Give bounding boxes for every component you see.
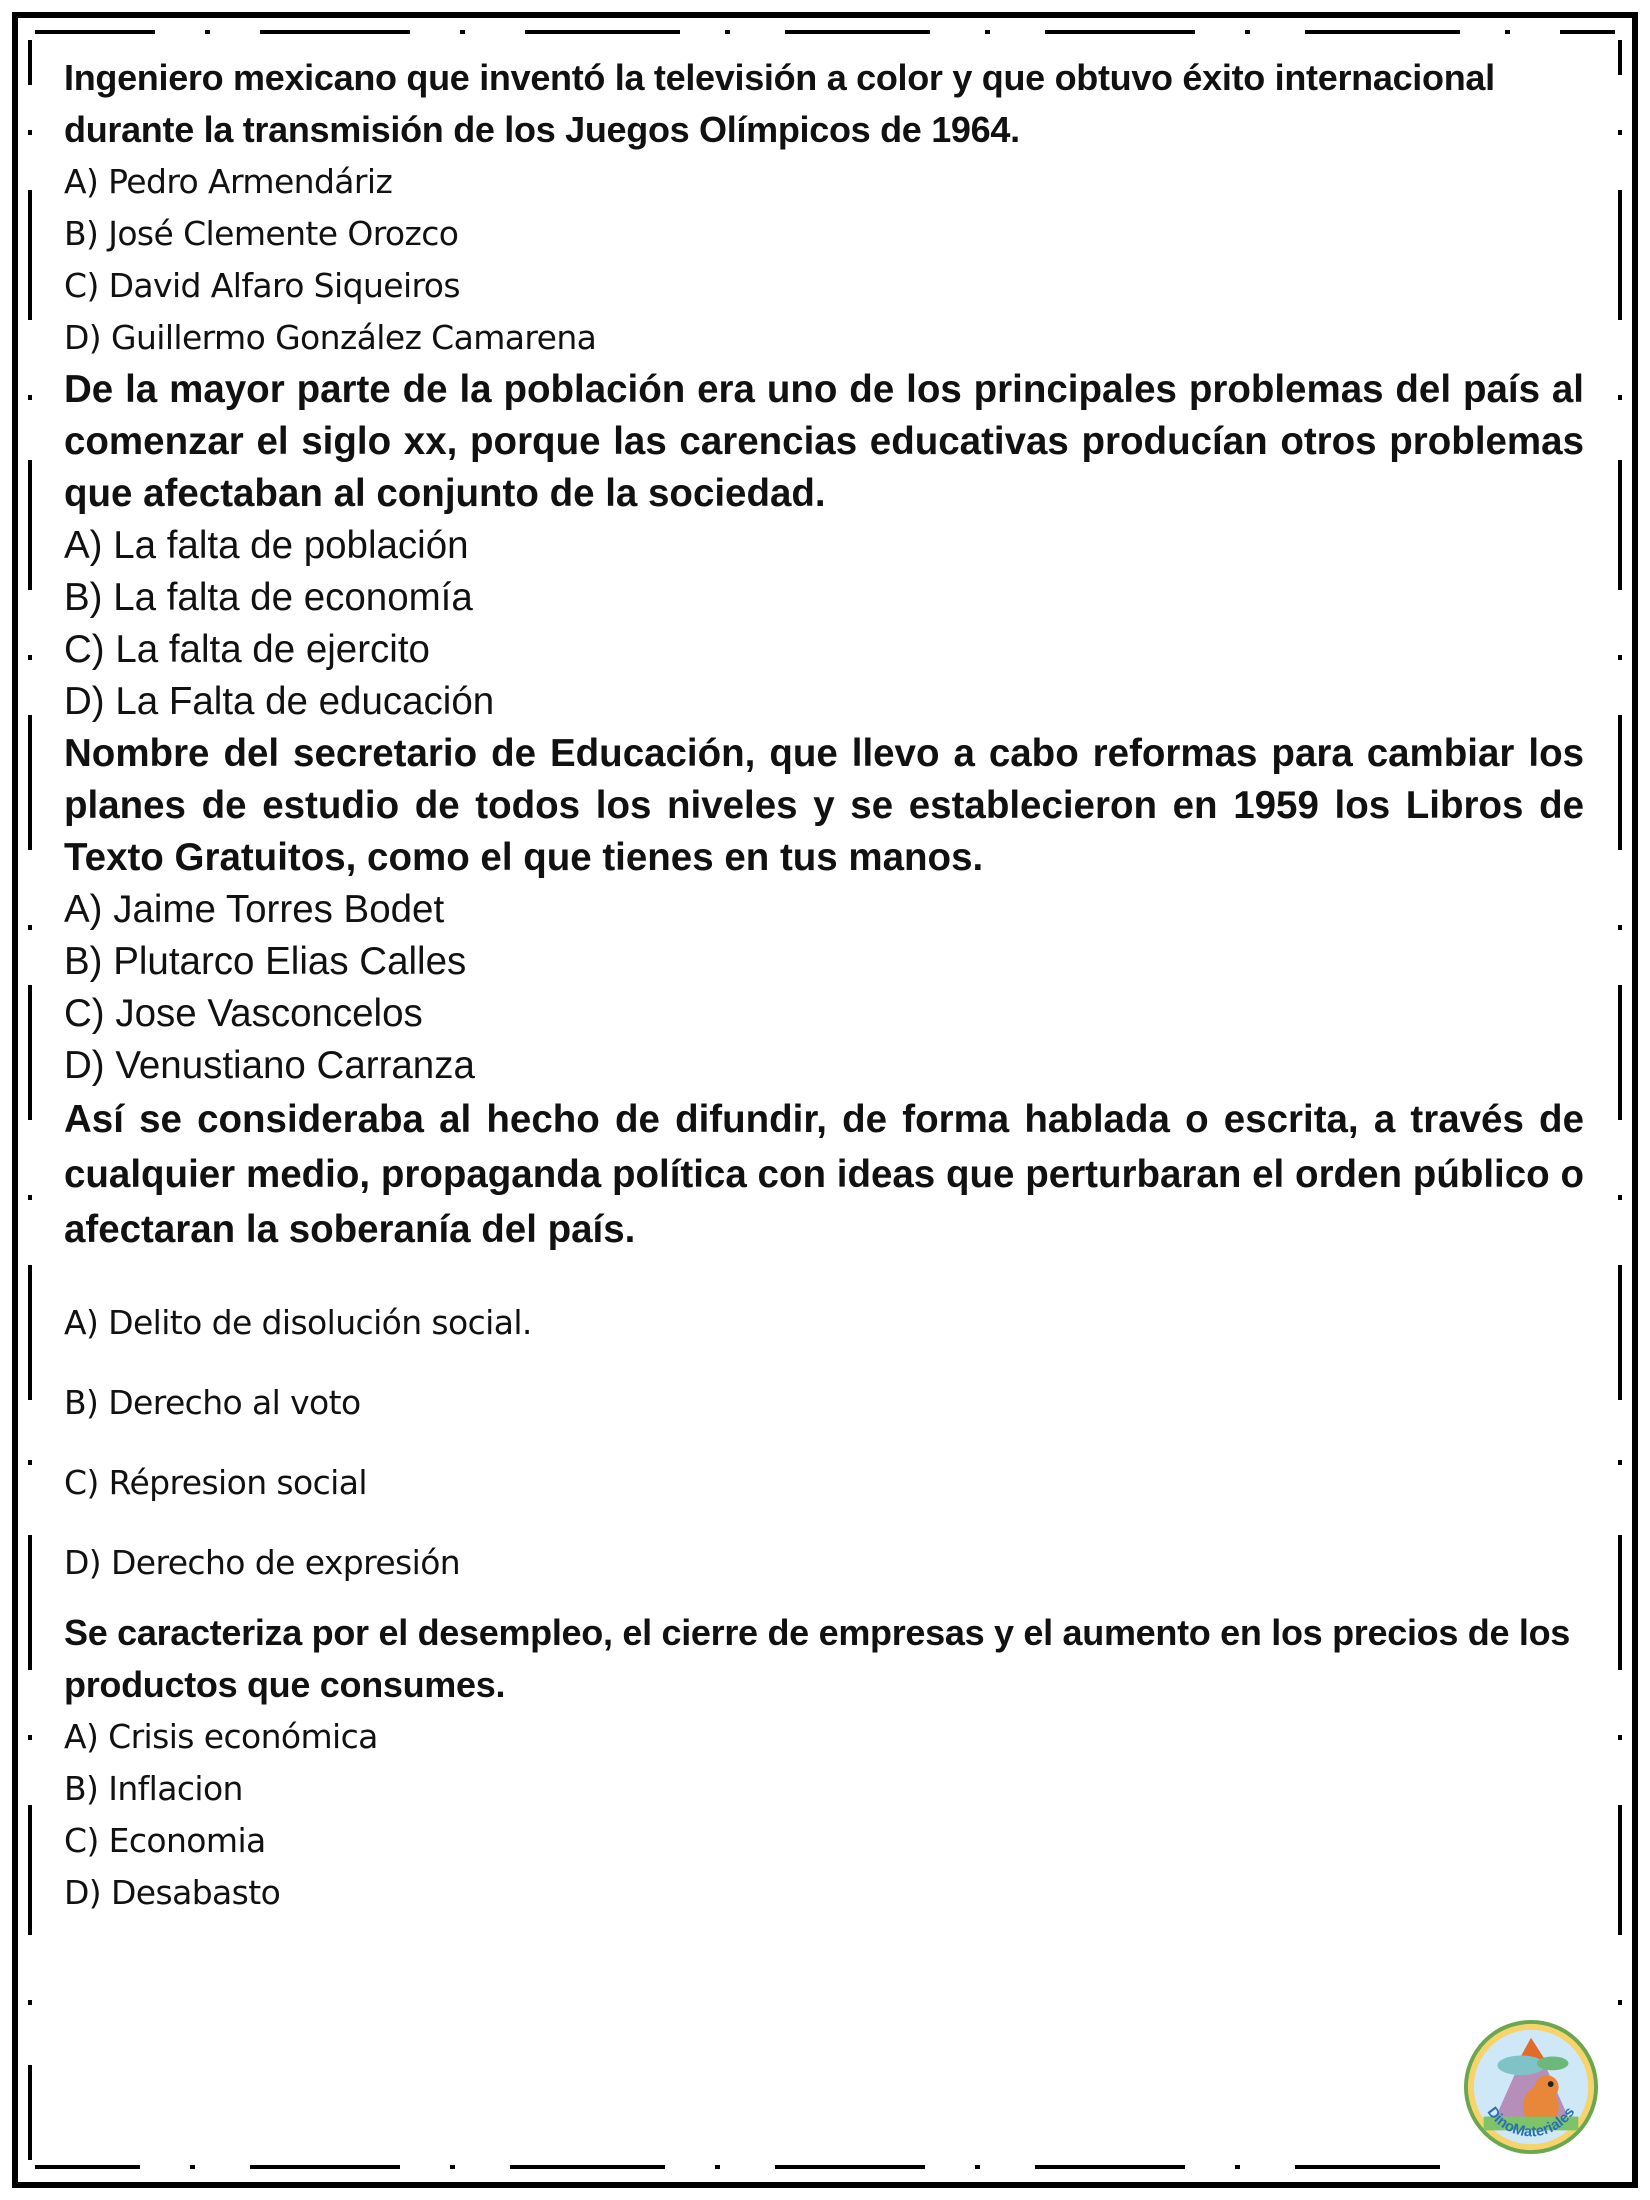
question-1-option-c: C) David Alfaro Siqueiros <box>64 266 460 305</box>
dinosaur-volcano-icon <box>1462 2018 1600 2156</box>
question-2-option-c: C) La falta de ejercito <box>64 628 430 671</box>
question-4-option-d: D) Derecho de expresión <box>64 1543 461 1582</box>
question-3-option-b: B) Plutarco Elias Calles <box>64 940 467 983</box>
logo-text: DinoMateriales <box>1483 2104 1579 2141</box>
question-4-option-c: C) Répresion social <box>64 1463 367 1502</box>
question-2-option-d: D) La Falta de educación <box>64 680 495 723</box>
question-4-options <box>64 1283 1584 1603</box>
question-3-option-d: D) Venustiano Carranza <box>64 1044 475 1087</box>
question-3-text: Nombre del secretario de Educación, que llevo a cabo reformas para cambiar los planes de estudio de todos los niveles y se establecieron en 1959 los Libros de Texto Gratuitos, como el que tienes en tus manos. <box>64 732 1584 879</box>
question-2-text: De la mayor parte de la población era uno de los principales problemas del país al comenzar el siglo xx, porque las carencias educativas producían otros problemas que afectaban al conjunto de la sociedad. <box>64 368 1584 515</box>
question-4-option-b: B) Derecho al voto <box>64 1383 361 1422</box>
question-2 <box>64 364 1584 728</box>
question-4-option-a: A) Delito de disolución social. <box>64 1303 532 1342</box>
question-5-text: Se caracteriza por el desempleo, el cierre de empresas y el aumento en los precios de los productos que consumes. <box>64 1612 1570 1705</box>
question-5-option-d: D) Desabasto <box>64 1873 281 1912</box>
question-1-option-b: B) José Clemente Orozco <box>64 214 459 253</box>
question-3 <box>64 728 1584 1092</box>
question-3-option-a: A) Jaime Torres Bodet <box>64 888 445 931</box>
worksheet-content <box>64 52 1584 1919</box>
question-5-option-b: B) Inflacion <box>64 1769 243 1808</box>
question-1-option-a: A) Pedro Armendáriz <box>64 162 393 201</box>
question-4-text: Así se consideraba al hecho de difundir, de forma hablada o escrita, a través de cualquier medio, propaganda política con ideas que perturbaran el orden público o afectaran la soberanía del país. <box>64 1098 1584 1251</box>
question-1 <box>64 52 1584 364</box>
question-5-option-c: C) Economia <box>64 1821 266 1860</box>
question-2-option-b: B) La falta de economía <box>64 576 473 619</box>
question-1-option-d: D) Guillermo González Camarena <box>64 318 597 357</box>
question-2-option-a: A) La falta de población <box>64 524 469 567</box>
question-5 <box>64 1607 1584 1919</box>
question-5-option-a: A) Crisis económica <box>64 1717 378 1756</box>
question-3-option-c: C) Jose Vasconcelos <box>64 992 423 1035</box>
question-4 <box>64 1092 1584 1603</box>
question-1-text: Ingeniero mexicano que inventó la televisión a color y que obtuvo éxito internacional durante la transmisión de los Juegos Olímpicos de 1964. <box>64 57 1495 150</box>
